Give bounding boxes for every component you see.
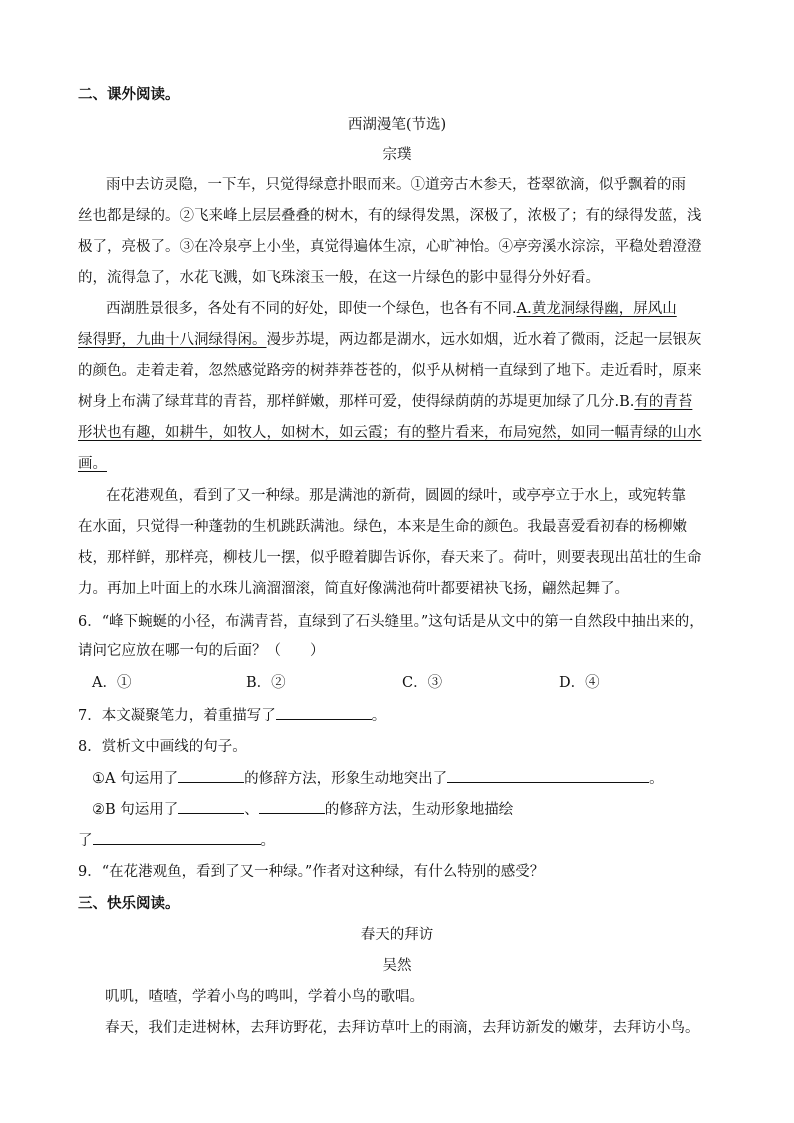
paragraph-2-line-2 xyxy=(78,330,718,350)
underlined-sentence-b: 有的青苔 xyxy=(634,394,693,410)
passage-title: 西湖漫笔(节选) xyxy=(347,117,447,133)
option-b[interactable]: B．② xyxy=(246,675,286,691)
question-6-line-1: 6．“峰下蜿蜒的小径，布满青苔，直绿到了石头缝里。”这句话是从文中的第一自然段中抽出来的， xyxy=(78,614,704,630)
question-8-2-cont-prefix: 了 xyxy=(78,833,93,849)
answer-blank[interactable] xyxy=(276,705,372,720)
question-8-2-period: 。 xyxy=(260,833,275,849)
question-6-line-2: 请问它应放在哪一句的后面？（ ） xyxy=(78,643,325,659)
paragraph-2-line-1 xyxy=(106,299,746,319)
underlined-sentence-a-cont: 绿得野，九曲十八洞绿得闲。 xyxy=(78,332,267,348)
paragraph-3-line-1: 在花港观鱼，看到了又一种绿。那是满池的新荷，圆圆的绿叶，或亭亭立于水上，或宛转靠 xyxy=(106,488,686,504)
paragraph-2-text: 西湖胜景很多，各处有不同的好处，即使一个绿色，也各有不同. xyxy=(106,301,517,317)
underlined-sentence-b-cont: 形状也有趣，如耕牛，如牧人，如树木，如云霞；有的整片看来，布局宛然，如同一幅青绿的山水 xyxy=(78,425,702,441)
passage-2-author: 吴然 xyxy=(382,958,412,974)
question-7-period: 。 xyxy=(371,708,387,724)
paragraph-2-text: 树身上布满了绿茸茸的青苔，那样鲜嫩，那样可爱，使得绿荫荫的苏堤更加绿了几分.B. xyxy=(78,394,635,410)
question-9: 9．“在花港观鱼，看到了又一种绿。”作者对这种绿，有什么特别的感受？ xyxy=(78,864,545,880)
paragraph-2-text: 漫步苏堤，两边都是湖水，远水如烟，近水着了微雨，泛起一层银灰 xyxy=(266,332,702,348)
paragraph-3-line-4: 力。再加上叶面上的水珠儿滴溜溜滚，简直好像满池荷叶都要裙袂飞扬，翩然起舞了。 xyxy=(78,581,629,597)
question-8-part-2-cont xyxy=(78,830,718,851)
answer-blank[interactable] xyxy=(178,768,244,783)
section-heading-extracurricular-reading: 二、课外阅读。 xyxy=(78,86,180,103)
paragraph-3-line-3: 枝，那样鲜，那样亮，柳枝儿一摆，似乎瞪着脚告诉你，春天来了。荷叶，则要表现出茁壮的生命 xyxy=(78,550,702,566)
answer-blank[interactable] xyxy=(178,799,244,814)
section-heading-happy-reading: 三、快乐阅读。 xyxy=(78,895,180,912)
answer-blank[interactable] xyxy=(447,768,649,783)
passage-2-paragraph-2: 春天，我们走进树林，去拜访野花，去拜访草叶上的雨滴，去拜访新发的嫩芽，去拜访小鸟。 xyxy=(105,1020,700,1036)
paragraph-2-line-5 xyxy=(78,423,718,443)
answer-blank[interactable] xyxy=(259,799,325,814)
option-d[interactable]: D．④ xyxy=(559,675,600,691)
answer-blank[interactable] xyxy=(93,830,261,845)
question-8-part-1 xyxy=(92,768,732,789)
question-8-2-mid: 的修辞方法，生动形象地描绘 xyxy=(324,802,514,818)
paragraph-2-line-6 xyxy=(78,454,718,474)
paragraph-1-line-1: 雨中去访灵隐，一下车，只觉得绿意扑眼而来。①道旁古木参天，苍翠欲滴，似乎飘着的雨 xyxy=(106,177,686,193)
passage-2-paragraph-1: 叽叽，喳喳，学着小鸟的鸣叫，学着小鸟的歌唱。 xyxy=(105,989,424,1005)
paragraph-2-line-4 xyxy=(78,392,718,412)
paragraph-2-line-3: 的颜色。走着走着，忽然感觉路旁的树莽莽苍苍的，似乎从树梢一直绿到了地下。走近看时，原来 xyxy=(78,363,702,379)
paragraph-1-line-4: 的，流得急了，水花飞溅，如飞珠滚玉一般，在这一片绿色的影中显得分外好看。 xyxy=(78,270,600,286)
question-8-1-period: 。 xyxy=(649,771,664,787)
question-7 xyxy=(78,705,718,726)
question-8-1-mid: 的修辞方法，形象生动地突出了 xyxy=(244,771,448,787)
question-8: 8．赏析文中画线的句子。 xyxy=(78,739,247,755)
question-8-2-prompt: ②B 句运用了 xyxy=(92,802,179,818)
question-7-prompt: 7．本文凝聚笔力，着重描写了 xyxy=(78,708,276,724)
option-c[interactable]: C．③ xyxy=(402,675,443,691)
paragraph-3-line-2: 在水面，只觉得一种蓬勃的生机跳跃满池。绿色，本来是生命的颜色。我最喜爱看初春的杨柳嫩 xyxy=(78,519,687,535)
passage-author: 宗璞 xyxy=(382,147,412,163)
underlined-sentence-b-end: 画。 xyxy=(78,456,107,472)
option-a[interactable]: A．① xyxy=(92,675,132,691)
paragraph-1-line-2: 丝也都是绿的。②飞来峰上层层叠叠的树木，有的绿得发黑，深极了，浓极了；有的绿得发蓝，浅 xyxy=(78,208,702,224)
underlined-sentence-a: A.黄龙洞绿得幽，屏风山 xyxy=(516,301,677,317)
question-8-part-2 xyxy=(92,799,732,820)
passage-2-title: 春天的拜访 xyxy=(360,927,434,943)
paragraph-1-line-3: 极了，亮极了。③在冷泉亭上小坐，真觉得遍体生凉，心旷神怡。④亭旁溪水淙淙，平稳处碧澄澄 xyxy=(78,239,702,255)
question-8-1-prompt: ①A 句运用了 xyxy=(92,771,179,787)
question-8-2-sep: 、 xyxy=(244,802,259,818)
